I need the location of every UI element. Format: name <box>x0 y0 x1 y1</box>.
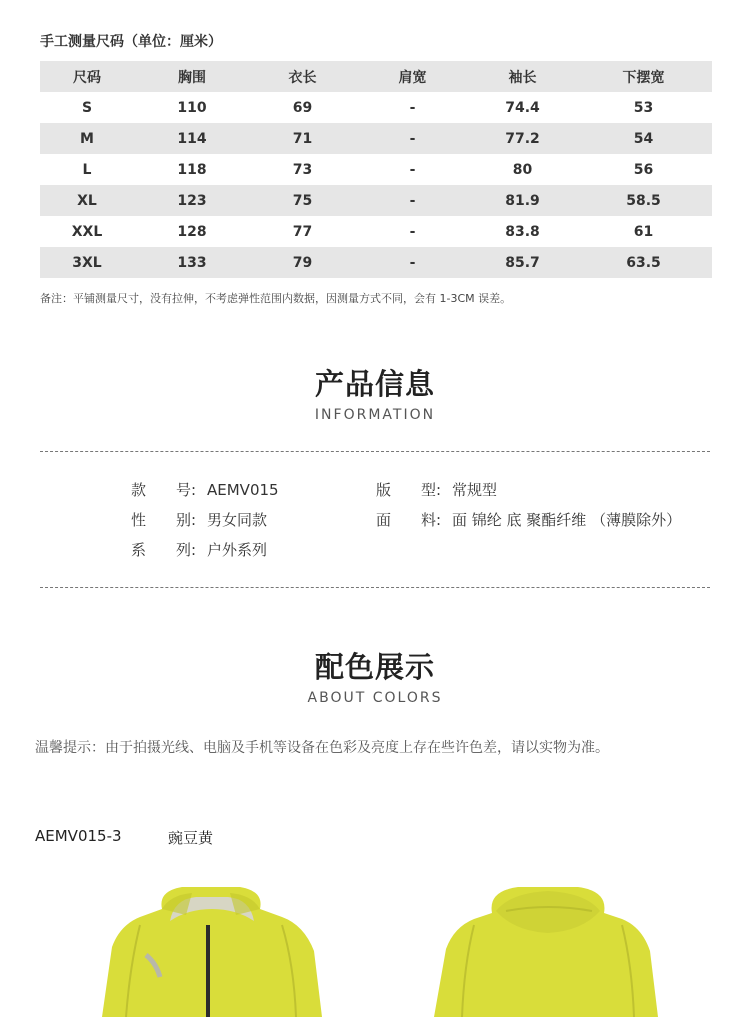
product-info-title: 产品信息 <box>314 367 435 401</box>
size-note: 备注：平铺测量尺寸，没有拉伸，不考虑弹性范围内数据，因测量方式不同，会有 1-3CM 误差。 <box>40 292 512 305</box>
table-cell: - <box>355 185 470 216</box>
table-cell: XXL <box>71 223 103 240</box>
info-label: 料: <box>421 511 442 529</box>
header-cell: 尺码 <box>40 61 134 92</box>
table-row <box>40 92 712 123</box>
info-item-series <box>131 539 267 560</box>
table-cell: 69 <box>292 99 313 116</box>
header-cell: 下摆宽 <box>575 61 712 92</box>
table-cell: 54 <box>575 123 712 154</box>
variant-name: 豌豆黄 <box>168 829 214 847</box>
table-cell: 133 <box>134 247 250 278</box>
table-cell: 58.5 <box>575 185 712 216</box>
size-chart-title: 手工测量尺码（单位：厘米） <box>40 34 222 50</box>
table-cell: 83.8 <box>505 223 540 240</box>
info-label: 列: <box>176 541 197 559</box>
jacket-front-image <box>100 885 340 1017</box>
info-value: 户外系列 <box>207 541 268 559</box>
table-cell: - <box>409 161 416 178</box>
info-value: 面 锦纶 底 聚酯纤维 （薄膜除外） <box>452 511 682 529</box>
table-cell: 75 <box>250 185 355 216</box>
info-value: AEMV015 <box>207 481 279 499</box>
variant-code: AEMV015-3 <box>35 827 122 845</box>
jacket-back-image <box>432 885 672 1017</box>
table-cell: 123 <box>134 185 250 216</box>
colors-subtitle: ABOUT COLORS <box>307 690 443 706</box>
header-cell: 肩宽 <box>355 61 470 92</box>
info-label: 性 <box>131 511 147 529</box>
table-cell: 118 <box>177 161 207 178</box>
table-row <box>40 154 712 185</box>
table-cell: 71 <box>250 123 355 154</box>
product-info-subtitle: INFORMATION <box>314 407 436 423</box>
table-cell: 114 <box>134 123 250 154</box>
table-row <box>40 123 712 154</box>
size-table-header <box>40 61 712 92</box>
table-cell: - <box>409 223 416 240</box>
table-cell: 73 <box>292 161 313 178</box>
table-cell: 79 <box>250 247 355 278</box>
table-cell: 53 <box>633 99 654 116</box>
info-item-gender <box>131 509 267 530</box>
info-item-fit <box>376 479 497 500</box>
table-cell: 74.4 <box>505 99 540 116</box>
color-notice: 温馨提示：由于拍摄光线、电脑及手机等设备在色彩及亮度上存在些许色差，请以实物为准。 <box>35 740 609 756</box>
header-cell: 胸围 <box>134 61 250 92</box>
info-label: 号: <box>176 481 197 499</box>
info-label: 面 <box>376 511 392 529</box>
header-cell: 袖长 <box>470 61 575 92</box>
size-table <box>40 61 712 278</box>
table-cell: M <box>40 123 134 154</box>
table-cell: 110 <box>177 99 207 116</box>
table-cell: L <box>82 161 92 178</box>
info-item-fabric <box>376 509 681 530</box>
table-cell: 128 <box>177 223 207 240</box>
info-label: 款 <box>131 481 147 499</box>
info-label: 版 <box>376 481 392 499</box>
table-cell: 61 <box>633 223 654 240</box>
header-cell: 衣长 <box>250 61 355 92</box>
colors-title: 配色展示 <box>314 650 435 684</box>
table-cell: - <box>355 123 470 154</box>
info-value: 男女同款 <box>207 511 268 529</box>
info-value: 常规型 <box>452 481 498 499</box>
table-row <box>40 216 712 247</box>
table-cell: 80 <box>512 161 533 178</box>
info-label: 别: <box>176 511 197 529</box>
info-label: 系 <box>131 541 147 559</box>
info-label: 型: <box>421 481 442 499</box>
table-cell: 77 <box>292 223 313 240</box>
table-cell: 85.7 <box>470 247 575 278</box>
table-cell: 81.9 <box>470 185 575 216</box>
divider <box>40 451 710 452</box>
table-row <box>40 247 712 278</box>
divider <box>40 587 710 588</box>
table-cell: 56 <box>633 161 654 178</box>
table-cell: 63.5 <box>575 247 712 278</box>
table-cell: XL <box>40 185 134 216</box>
table-row <box>40 185 712 216</box>
table-cell: - <box>409 99 416 116</box>
info-item-style-no <box>131 479 279 500</box>
table-cell: 77.2 <box>470 123 575 154</box>
table-cell: - <box>355 247 470 278</box>
table-cell: 3XL <box>40 247 134 278</box>
table-cell: S <box>81 99 93 116</box>
